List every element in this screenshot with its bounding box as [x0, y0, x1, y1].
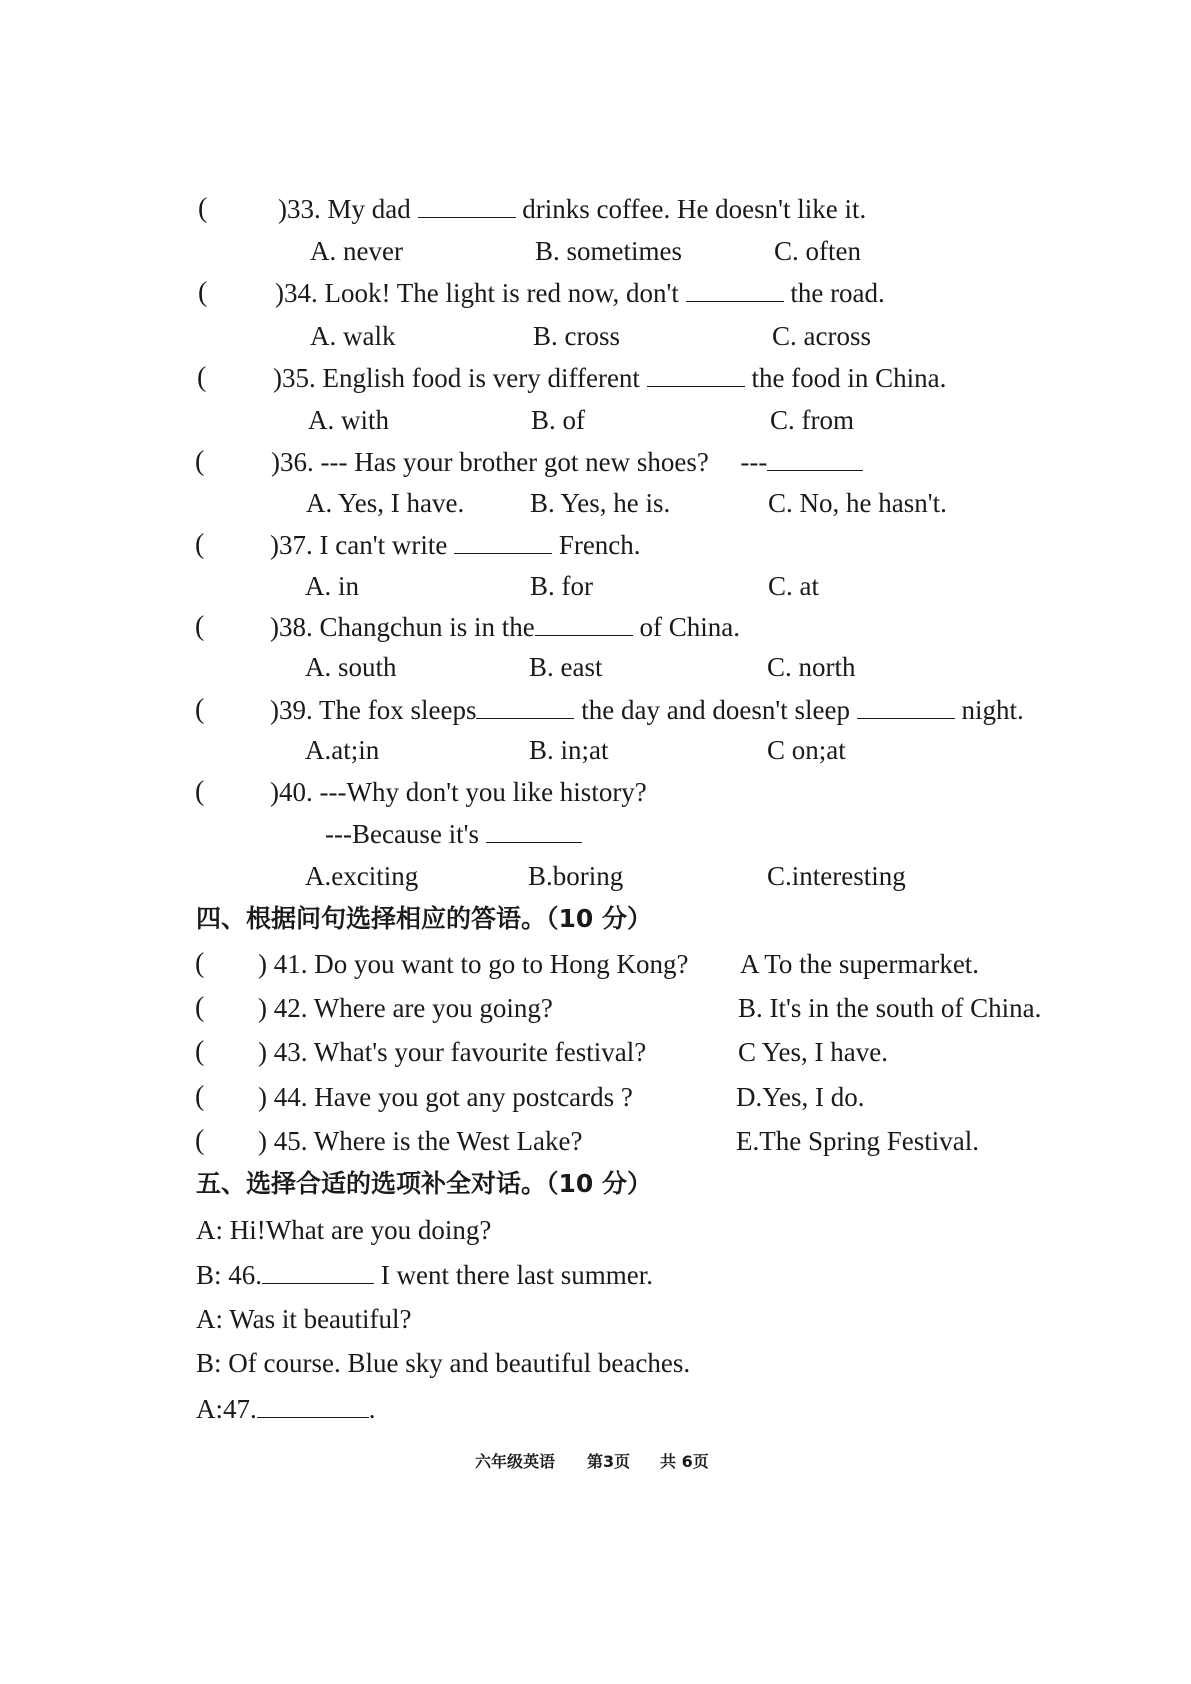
question-40: [270, 776, 647, 808]
option-c: C.interesting: [767, 861, 906, 891]
option-c: C. across: [772, 321, 871, 351]
question-36: [271, 446, 863, 478]
question-text: the day and doesn't sleep: [581, 695, 851, 725]
question-35: [273, 362, 946, 394]
option-a: A.exciting: [305, 861, 419, 891]
dialog-prefix: B: 46.: [196, 1260, 263, 1290]
answer-paren: (: [195, 992, 205, 1023]
footer-subject: 六年级英语: [475, 1452, 556, 1471]
option-a: A. walk: [310, 321, 396, 351]
option-a: A. with: [308, 405, 389, 435]
option-b: B.boring: [528, 861, 624, 891]
dialog-line: A: Hi!What are you doing?: [196, 1215, 492, 1245]
dialog-prefix: A:47.: [196, 1394, 257, 1424]
question-number: )39.: [270, 695, 313, 725]
question-text: ---Because it's: [325, 819, 480, 849]
section-4-heading: 四、根据问句选择相应的答语。（10 分）: [196, 904, 652, 933]
answer-paren: (: [195, 529, 205, 560]
question-text: ---: [740, 447, 768, 477]
question-number: )37.: [270, 530, 313, 560]
answer-paren: (: [195, 1036, 205, 1067]
question-text: My dad: [327, 194, 411, 224]
question-text: of China.: [639, 612, 740, 642]
question-34: [275, 277, 885, 309]
answer-paren: (: [195, 446, 205, 477]
answer-blank: [257, 1393, 369, 1418]
option-a: A. south: [305, 652, 397, 682]
answer-blank: [647, 362, 745, 387]
option-b: B. sometimes: [535, 236, 682, 266]
footer-page-number: 第3页: [587, 1452, 631, 1471]
question-40-line2: [325, 818, 582, 850]
question-number: )33.: [278, 194, 321, 224]
question-42: ) 42. Where are you going?: [258, 993, 553, 1023]
option-c: C. north: [767, 652, 856, 682]
question-44: ) 44. Have you got any postcards ?: [258, 1082, 633, 1112]
footer-total-pages: 共 6页: [660, 1452, 709, 1471]
answer-paren: (: [195, 1081, 205, 1112]
answer-option-e: E.The Spring Festival.: [736, 1126, 979, 1156]
option-c: C. No, he hasn't.: [768, 488, 947, 518]
answer-blank: [476, 694, 574, 719]
dialog-line: B: Of course. Blue sky and beautiful beaches.: [196, 1348, 691, 1378]
dialog-line-47: [196, 1393, 376, 1425]
question-text: English food is very different: [322, 363, 640, 393]
question-number: )35.: [273, 363, 316, 393]
answer-paren: (: [195, 611, 205, 642]
option-a: A. Yes, I have.: [306, 488, 465, 518]
question-43: ) 43. What's your favourite festival?: [258, 1037, 647, 1067]
option-c: C. often: [774, 236, 861, 266]
answer-option-b: B. It's in the south of China.: [738, 993, 1042, 1023]
answer-blank: [454, 529, 552, 554]
question-text: French.: [558, 530, 641, 560]
question-37: [270, 529, 641, 561]
question-number: )40.: [270, 777, 313, 807]
answer-option-d: D.Yes, I do.: [736, 1082, 865, 1112]
question-text: ---Why don't you like history?: [319, 777, 647, 807]
option-b: B. cross: [533, 321, 620, 351]
section-5-heading: 五、选择合适的选项补全对话。（10 分）: [196, 1169, 652, 1198]
question-38: [270, 611, 740, 643]
dialog-line-46: [196, 1259, 653, 1291]
question-33: [278, 193, 866, 225]
option-b: B. of: [531, 405, 585, 435]
answer-paren: (: [198, 193, 208, 224]
answer-paren: (: [195, 694, 205, 725]
dialog-text: I went there last summer.: [380, 1260, 653, 1290]
answer-paren: (: [197, 362, 207, 393]
answer-paren: (: [198, 277, 208, 308]
dialog-text: .: [368, 1394, 376, 1424]
answer-blank: [686, 277, 784, 302]
answer-paren: (: [195, 1125, 205, 1156]
question-text: I can't write: [319, 530, 448, 560]
option-b: B. east: [529, 652, 603, 682]
answer-blank: [418, 193, 516, 218]
question-text: drinks coffee. He doesn't like it.: [522, 194, 867, 224]
option-a: A. never: [310, 236, 403, 266]
answer-paren: (: [195, 948, 205, 979]
question-text: night.: [961, 695, 1024, 725]
question-41: ) 41. Do you want to go to Hong Kong?: [258, 949, 689, 979]
option-a: A. in: [305, 571, 359, 601]
answer-option-c: C Yes, I have.: [738, 1037, 889, 1067]
question-39: [270, 694, 1024, 726]
option-b: B. Yes, he is.: [530, 488, 671, 518]
dialog-line: A: Was it beautiful?: [196, 1304, 412, 1334]
answer-blank: [535, 611, 633, 636]
answer-blank: [767, 446, 863, 471]
answer-blank: [262, 1259, 374, 1284]
question-number: )38.: [270, 612, 313, 642]
question-text: --- Has your brother got new shoes?: [320, 447, 709, 477]
question-text: the road.: [790, 278, 885, 308]
answer-blank: [486, 818, 582, 843]
option-b: B. for: [530, 571, 593, 601]
answer-option-a: A To the supermarket.: [740, 949, 980, 979]
question-45: ) 45. Where is the West Lake?: [258, 1126, 583, 1156]
option-a: A.at;in: [305, 735, 380, 765]
answer-paren: (: [195, 776, 205, 807]
question-text: Changchun is in the: [319, 612, 535, 642]
option-b: B. in;at: [529, 735, 609, 765]
option-c: C. at: [768, 571, 819, 601]
question-text: the food in China.: [751, 363, 947, 393]
question-text: Look! The light is red now, don't: [324, 278, 679, 308]
answer-blank: [857, 694, 955, 719]
option-c: C on;at: [767, 735, 846, 765]
question-number: )34.: [275, 278, 318, 308]
question-number: )36.: [271, 447, 314, 477]
question-text: The fox sleeps: [319, 695, 477, 725]
option-c: C. from: [770, 405, 854, 435]
